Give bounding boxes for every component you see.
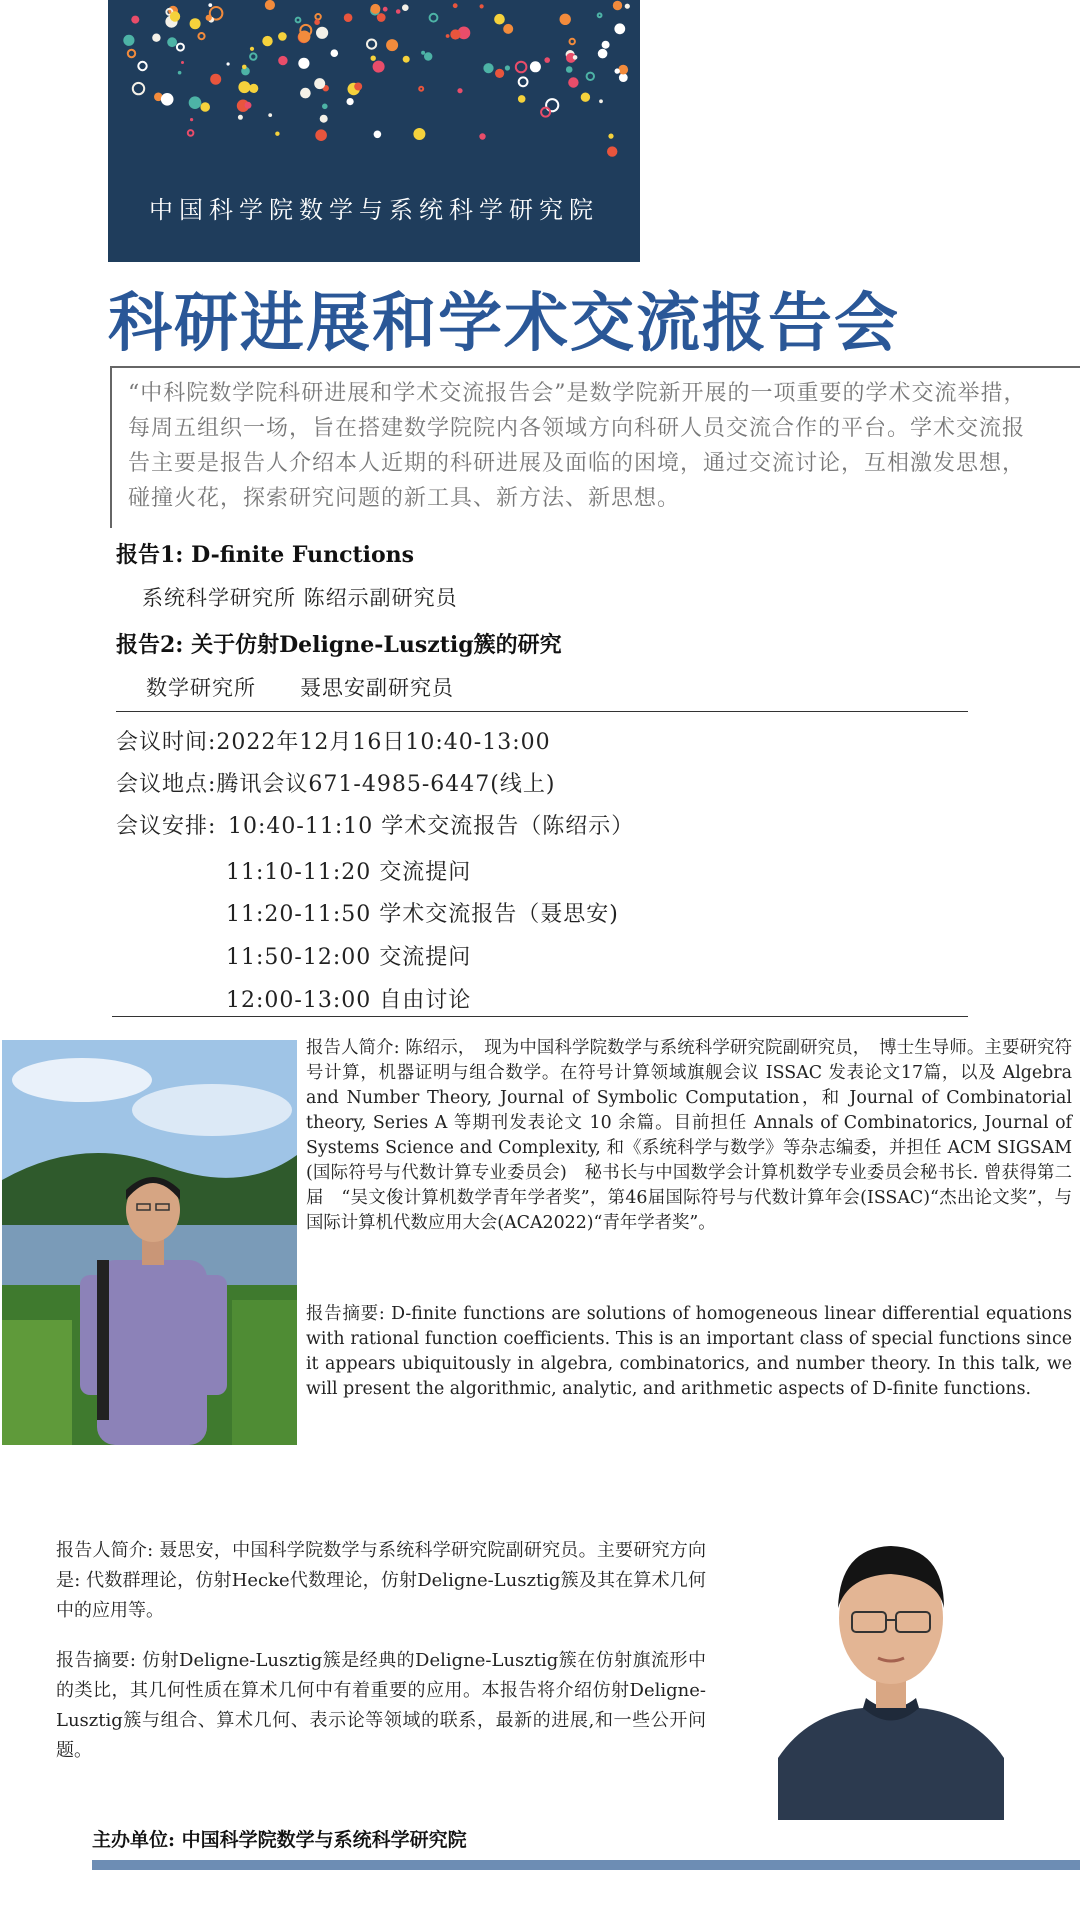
confetti-dot — [250, 47, 254, 51]
confetti-dot — [560, 14, 571, 25]
confetti-dot — [541, 108, 550, 117]
confetti-dot — [495, 69, 504, 78]
organizer: 主办单位: 中国科学院数学与系统科学研究院 — [92, 1829, 467, 1851]
speaker-1-bio: 报告人简介: 陈绍示， 现为中国科学院数学与系统科学研究院副研究员， 博士生导师。主要研究符号计算，机器证明与组合数学。在符号计算领域旗舰会议 ISSAC 发表论文17篇，以及 Algebra and Number Theory, Journal of Symbolic Computation，和 Journal of Combinatorial theory, Series A 等期刊发表论文 10 余篇。目前担任 Annals of Combinatorics, Journal of Systems Science and Complexity, 和《系统科学与数学》等杂志编委，并担任 ACM SIGSAM (国际符号与代数计算专业委员会) 秘书长与中国数学会计算机数学专业委员会秘书长. 曾获得第二届 “吴文俊计算机数学青年学者奖”，第46届国际符号与代数计算年会(ISSAC)“杰出论文奖”，与国际计算机代数应用大会(ACA2022)“青年学者奖”。 — [306, 1038, 1072, 1233]
confetti-dot — [424, 52, 432, 60]
confetti-dot — [198, 33, 204, 39]
confetti-dot — [518, 95, 526, 103]
confetti-dot — [250, 53, 256, 59]
confetti-dot — [188, 130, 194, 136]
schedule-item: 12:00-13:00 自由讨论 — [226, 988, 472, 1013]
confetti-dot — [206, 15, 212, 21]
confetti-dot — [566, 66, 573, 73]
confetti-dot — [152, 34, 160, 42]
confetti-dot — [446, 34, 450, 38]
confetti-dot — [519, 77, 528, 86]
confetti-dot — [177, 44, 184, 51]
confetti-dot — [430, 14, 438, 22]
confetti-dot — [190, 18, 201, 29]
intro-paragraph: “中科院数学院科研进展和学术交流报告会”是数学院新开展的一项重要的学术交流举措，每周五组织一场，旨在搭建数学院院内各领域方向科研人员交流合作的平台。学术交流报告主要是报告人介绍本人近期的科研进展及面临的困境，通过交流讨论，互相激发思想，碰撞火花，探索研究问题的新工具、新方法、新思想。 — [128, 381, 1027, 511]
header-banner — [108, 0, 640, 262]
confetti-dot — [505, 65, 510, 70]
confetti-dot — [316, 27, 328, 39]
confetti-dot — [331, 49, 339, 57]
confetti-dot — [530, 61, 541, 72]
divider-bottom — [112, 1016, 968, 1017]
confetti-dot — [615, 68, 620, 73]
confetti-dot — [383, 7, 388, 12]
confetti-dot — [453, 3, 458, 8]
confetti-dot — [133, 83, 144, 94]
confetti-dot — [479, 133, 485, 139]
confetti-dot — [181, 61, 184, 64]
confetti-dot — [167, 37, 177, 47]
confetti-dot — [607, 146, 617, 156]
confetti-dot — [374, 131, 382, 139]
confetti-dot — [298, 30, 310, 42]
confetti-dot — [314, 78, 325, 89]
confetti-dot — [296, 18, 301, 23]
confetti-dot — [347, 98, 354, 105]
confetti-dot — [278, 32, 287, 41]
confetti-dot — [242, 65, 247, 70]
confetti-dot — [373, 61, 385, 73]
report-2-title: 报告2: 关于仿射Deligne-Lusztig簇的研究 — [116, 632, 562, 658]
confetti-dot — [402, 4, 409, 11]
confetti-dot — [396, 9, 401, 14]
confetti-dot — [128, 50, 135, 57]
confetti-dot — [608, 134, 613, 139]
confetti-dot — [568, 77, 578, 87]
report-2-speaker: 数学研究所 聂思安副研究员 — [146, 676, 454, 700]
footer-bar — [92, 1860, 1080, 1870]
institute-name: 中国科学院数学与系统科学研究院 — [149, 196, 599, 224]
confetti-dot — [413, 128, 425, 140]
confetti-dot — [131, 16, 139, 24]
speaker-2-photo — [778, 1508, 1004, 1820]
divider-top — [116, 711, 968, 712]
confetti-dot — [599, 99, 603, 103]
schedule-label: 会议安排: — [116, 814, 217, 839]
confetti-dot — [581, 93, 590, 102]
confetti-dot — [494, 14, 505, 25]
confetti-dot — [189, 96, 202, 109]
confetti-dot — [570, 39, 575, 44]
schedule-item: 11:50-12:00 交流提问 — [226, 945, 472, 970]
confetti-dot — [275, 132, 279, 136]
report-1-speaker: 系统科学研究所 陈绍示副研究员 — [142, 586, 458, 610]
confetti-dot — [138, 62, 146, 70]
speaker-2-abstract: 报告摘要: 仿射Deligne-Lusztig簇是经典的Deligne-Lusztig簇在仿射旗流形中的类比，其几何性质在算术几何中有着重要的应用。本报告将介绍仿射Deligne-Lusztig簇与组合、算术几何、表示论等领域的联系，最新的进展,和一些公开问题。 — [56, 1650, 706, 1761]
confetti-dot — [457, 88, 462, 93]
confetti-dot — [483, 63, 493, 73]
confetti-dot — [403, 56, 410, 63]
confetti-dot — [371, 56, 376, 61]
confetti-dot — [238, 81, 250, 93]
meeting-place: 会议地点:腾讯会议671-4985-6447(线上) — [116, 772, 556, 797]
confetti-dot — [278, 56, 287, 65]
schedule-item: 11:10-11:20 交流提问 — [226, 860, 472, 885]
confetti-dot — [268, 113, 272, 117]
schedule-item: 10:40-11:10 学术交流报告（陈绍示） — [228, 814, 635, 839]
confetti-dot — [354, 83, 362, 91]
confetti-dot — [210, 74, 221, 85]
confetti-dot — [238, 115, 243, 120]
confetti-dot — [618, 65, 628, 75]
confetti-dot — [178, 71, 182, 75]
confetti-dot — [300, 88, 311, 99]
confetti-dot — [503, 24, 513, 34]
confetti-dot — [614, 23, 625, 34]
confetti-dot — [200, 102, 210, 112]
speaker-1-photo — [2, 1040, 297, 1445]
confetti-dot — [598, 13, 602, 17]
confetti-dot — [619, 73, 628, 82]
confetti-dot — [598, 49, 608, 59]
confetti-dot — [516, 62, 527, 73]
report-1-title: 报告1: D-finite Functions — [116, 542, 415, 568]
confetti-dot — [245, 102, 252, 109]
confetti-dot — [123, 35, 134, 46]
confetti-dot — [161, 93, 174, 106]
speaker-2-bio: 报告人简介: 聂思安，中国科学院数学与系统科学研究院副研究员。主要研究方向是: 代数群理论，仿射Hecke代数理论，仿射Deligne-Lusztig簇及其在算术几何中的应用等。 — [56, 1540, 706, 1621]
confetti-dot — [190, 118, 193, 121]
meeting-time: 会议时间:2022年12月16日10:40-13:00 — [116, 730, 551, 755]
confetti-dot — [315, 129, 327, 141]
confetti-dot — [480, 4, 484, 8]
confetti-dot — [587, 73, 594, 80]
confetti-dot — [298, 58, 309, 69]
confetti-dot — [419, 87, 423, 91]
confetti-dot — [314, 19, 320, 25]
confetti-dot — [344, 13, 353, 22]
confetti-dot — [315, 14, 320, 19]
confetti-dot — [602, 41, 610, 49]
confetti-dot — [421, 51, 425, 55]
confetti-dot — [544, 57, 550, 63]
schedule-item: 11:20-11:50 学术交流报告（聂思安) — [226, 902, 619, 927]
page-title: 科研进展和学术交流报告会 — [108, 287, 900, 361]
confetti-dot — [450, 29, 460, 39]
confetti-dot — [227, 62, 230, 65]
confetti-dot — [208, 3, 212, 7]
speaker-1-abstract: 报告摘要: D-finite functions are solutions of homogeneous linear differential equations with rational function coefficients. This is an important class of special functions since it appears ubiquitously in algebra, combinatorics, and number theory. In this talk, we will present the algorithmic, analytic, and arithmetic aspects of D-finite functions. — [306, 1304, 1072, 1399]
confetti-dot — [573, 55, 578, 60]
confetti-dot — [320, 115, 328, 123]
confetti-dot — [370, 4, 380, 14]
confetti-dot — [367, 40, 376, 49]
confetti-dot — [249, 84, 258, 93]
confetti-dot — [386, 39, 398, 51]
confetti-dot — [613, 1, 622, 10]
confetti-dot — [625, 4, 630, 9]
confetti-dot — [322, 104, 328, 110]
confetti-dot — [170, 11, 180, 21]
confetti-dot — [262, 36, 272, 46]
confetti-dot — [265, 0, 275, 10]
